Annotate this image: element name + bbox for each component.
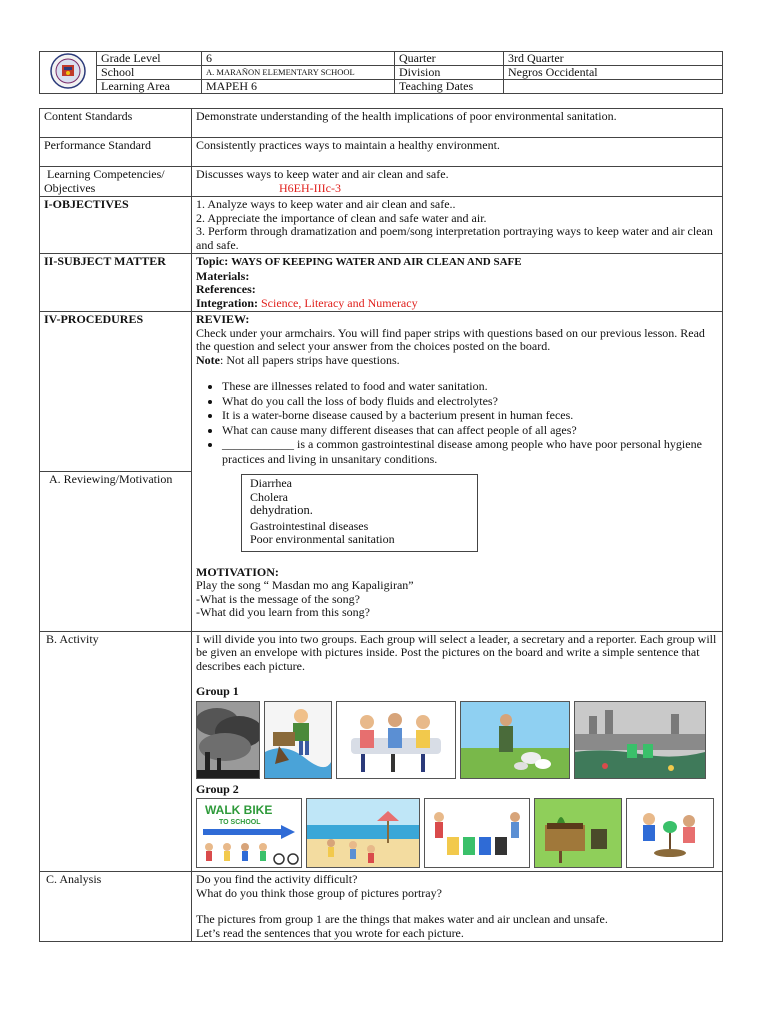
lesson-plan-table [39,108,723,942]
review-questions [196,379,718,466]
list-item: • What can cause many different diseases that can affect people of all ages? [222,423,718,438]
school-value: A. MARAÑON ELEMENTARY SCHOOL [202,66,395,80]
group2-label: Group 2 [196,781,239,796]
answer-choices-box [241,474,478,552]
grade-level-label: Grade Level [97,52,202,66]
procedures-label: IV-PROCEDURES [40,312,192,472]
competency-code: H6EH-IIIc-3 [279,180,341,195]
school-label: School [97,66,202,80]
beach-cleanup-picture [306,798,420,868]
analysis-line: The pictures from group 1 are the things that makes water and air unclean and unsafe. [196,912,608,926]
quarter-label: Quarter [395,52,504,66]
motivation-heading: MOTIVATION: [196,564,279,579]
activity-label: B. Activity [40,631,192,872]
walk-bike-to-school-picture [196,798,302,868]
learning-area-label: Learning Area [97,80,202,94]
analysis-content [192,872,723,942]
subject-matter-label: II-SUBJECT MATTER [40,254,192,312]
learning-area-value: MAPEH 6 [202,80,395,94]
motivation-line: Play the song “ Masdan mo ang Kapaligiran” [196,578,414,592]
composting-picture [534,798,622,868]
analysis-line: Do you find the activity difficult? [196,872,358,886]
integration-value: Science, Literacy and Numeracy [261,295,418,310]
motivation-line: -What is the message of the song? [196,591,360,606]
littering-field-picture [460,701,570,779]
division-label: Division [395,66,504,80]
objective-item: 2. Appreciate the importance of clean and safe water and air. [196,210,487,225]
grade-level-value: 6 [202,52,395,66]
objective-item: 3. Perform through dramatization and poem/song interpretation portraying ways to keep water and air clean and safe. [196,224,713,252]
performance-standard-label: Performance Standard [40,138,192,167]
competencies-value-cell [192,167,723,197]
integration-label: Integration: [196,295,258,310]
activity-content [192,631,723,872]
objective-item: 1. Analyze ways to keep water and air clean and safe.. [196,197,456,211]
choice-item: Diarrhea [250,476,292,490]
teaching-dates-value [504,80,723,94]
review-instructions: Check under your armchairs. You will find paper strips with questions based on our previous lesson. Read the question and select your answer from the choices posted on the board. [196,325,705,353]
group1-label: Group 1 [196,684,239,698]
motivation-line: -What did you learn from this song? [196,605,370,619]
choice-item: Poor environmental sanitation [250,532,395,546]
group1-pictures [196,701,718,779]
competencies-label [40,167,192,197]
subject-matter-cell [192,254,723,312]
topic-label: Topic: [196,254,229,268]
teaching-dates-label: Teaching Dates [395,80,504,94]
references-label: References: [196,282,256,296]
content-standards-value: Demonstrate understanding of the health implications of poor environmental sanitation. [192,109,723,138]
seal-icon [50,53,86,89]
tree-planting-picture [626,798,714,868]
topic-value: WAYS OF KEEPING WATER AND AIR CLEAN AND SAFE [231,256,522,268]
list-item: • These are illnesses related to food and water sanitation. [222,379,718,394]
list-item: • ____________ is a common gastrointestinal disease among people who have poor personal hygiene practices and living in unsanitary conditions. [222,437,718,466]
review-heading: REVIEW: [196,312,250,326]
people-smoking-picture [336,701,456,779]
reviewing-label: A. Reviewing/Motivation [40,471,192,631]
competencies-value: Discusses ways to keep water and air clean and safe. [196,167,449,181]
competencies-label-line1: Learning Competencies/ [44,167,165,181]
division-value: Negros Occidental [504,66,723,80]
walk-bike-text: WALK BIKE [205,803,273,817]
list-item: • It is a water-borne disease caused by a bacterium present in human feces. [222,408,718,423]
competencies-label-line2: Objectives [44,180,96,195]
objectives-list [192,197,723,254]
note-text: : Not all papers strips have questions. [220,352,400,367]
note-label: Note [196,352,220,367]
choice-item: dehydration. [250,503,313,517]
objectives-label: I-OBJECTIVES [40,197,192,254]
recycling-bins-picture [424,798,530,868]
activity-text: I will divide you into two groups. Each group will select a leader, a secretary and a reporter. Each group will be given an envelope with pictures inside. Post the pictures on the board and write a simple sentence that describes each picture. [196,631,717,673]
choice-item: Cholera [250,489,288,504]
materials-label: Materials: [196,268,250,283]
quarter-value: 3rd Quarter [504,52,723,66]
water-dumping-picture [264,701,332,779]
smoke-pollution-picture [196,701,260,779]
list-item: • What do you call the loss of body fluids and electrolytes? [222,394,718,409]
group2-pictures [196,798,718,868]
analysis-line: Let’s read the sentences that you wrote for each picture. [196,925,464,940]
to-school-text: TO SCHOOL [219,819,261,826]
analysis-label: C. Analysis [40,872,192,942]
choice-item: Gastrointestinal diseases [250,518,369,533]
deped-seal-logo [40,52,97,94]
factory-waste-picture [574,701,706,779]
header-table [39,51,723,94]
analysis-line: What do you think those group of pictures portray? [196,885,442,900]
performance-standard-value: Consistently practices ways to maintain a healthy environment. [192,138,723,167]
content-standards-label: Content Standards [40,109,192,138]
reviewing-content [192,312,723,632]
